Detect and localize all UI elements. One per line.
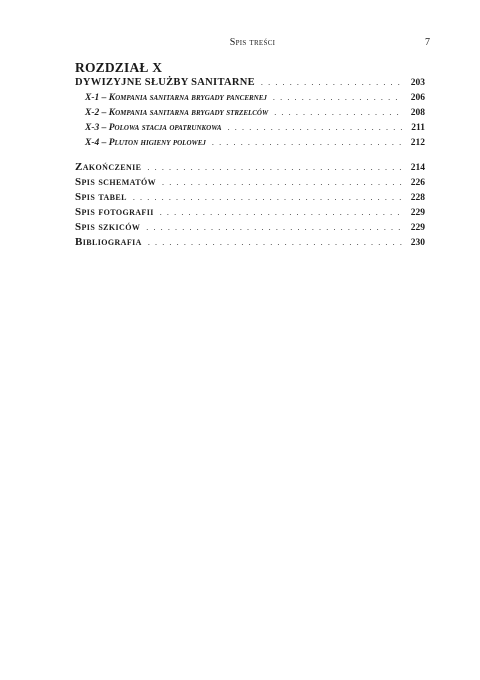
section-number: X-4 – — [85, 138, 107, 148]
section-title: Polowa stacja opatrunkowa — [108, 123, 222, 133]
toc-entry-page: 208 — [410, 108, 425, 118]
table-of-contents — [75, 61, 425, 250]
toc-entry-section-x3[interactable] — [75, 120, 425, 135]
toc-entry-label — [85, 106, 268, 121]
dot-leader — [162, 175, 403, 190]
toc-entry-spis-fotografii[interactable] — [75, 205, 425, 220]
toc-entry-label — [85, 136, 206, 151]
dot-leader — [148, 235, 403, 250]
dot-leader — [228, 120, 403, 135]
dot-leader — [261, 75, 403, 90]
toc-entry-label: Spis szkiców — [75, 221, 141, 233]
toc-entry-label — [85, 121, 222, 136]
spacer — [75, 150, 425, 160]
dot-leader — [212, 135, 403, 150]
toc-entry-label: Bibliografia — [75, 236, 142, 248]
toc-entry-page: 206 — [410, 93, 425, 103]
toc-entry-page: 212 — [410, 138, 425, 148]
dot-leader — [274, 105, 403, 120]
toc-entry-page: 211 — [411, 123, 425, 133]
toc-entry-section-x2[interactable] — [75, 105, 425, 120]
toc-entry-label — [85, 91, 267, 106]
dot-leader — [133, 190, 403, 205]
toc-entry-spis-schematow[interactable] — [75, 175, 425, 190]
toc-entry-page: 226 — [410, 178, 425, 188]
toc-entry-page: 214 — [410, 163, 425, 173]
section-title: Pluton higieny polowej — [108, 138, 206, 148]
toc-entry-page: 229 — [410, 208, 425, 218]
toc-entry-label: DYWIZYJNE SŁUŻBY SANITARNE — [75, 77, 255, 88]
toc-entry-chapter-title[interactable] — [75, 75, 425, 90]
toc-entry-page: 228 — [410, 193, 425, 203]
toc-entry-label: Zakończenie — [75, 161, 142, 173]
page-number: 7 — [425, 37, 430, 48]
section-number: X-1 – — [85, 93, 107, 103]
toc-entry-label: Spis schematów — [75, 176, 156, 188]
toc-entry-spis-szkicow[interactable] — [75, 220, 425, 235]
dot-leader — [147, 160, 403, 175]
toc-entry-section-x4[interactable] — [75, 135, 425, 150]
dot-leader — [160, 205, 403, 220]
toc-entry-page: 230 — [410, 238, 425, 248]
section-number: X-3 – — [85, 123, 107, 133]
toc-entry-zakonczenie[interactable] — [75, 160, 425, 175]
toc-entry-label: Spis fotografii — [75, 206, 154, 218]
toc-entry-section-x1[interactable] — [75, 90, 425, 105]
section-title: Kompania sanitarna brygady strzelców — [108, 108, 269, 118]
toc-entry-bibliografia[interactable] — [75, 235, 425, 250]
chapter-heading: ROZDZIAŁ X — [75, 60, 163, 75]
running-head — [75, 37, 430, 51]
toc-entry-page: 229 — [410, 223, 425, 233]
toc-entry-label: Spis tabel — [75, 191, 127, 203]
dot-leader — [273, 90, 403, 105]
toc-entry-spis-tabel[interactable] — [75, 190, 425, 205]
section-number: X-2 – — [85, 108, 107, 118]
dot-leader — [146, 220, 403, 235]
running-head-title: Spis treści — [229, 37, 276, 48]
toc-entry-page: 203 — [410, 78, 425, 88]
section-title: Kompania sanitarna brygady pancernej — [108, 93, 267, 103]
